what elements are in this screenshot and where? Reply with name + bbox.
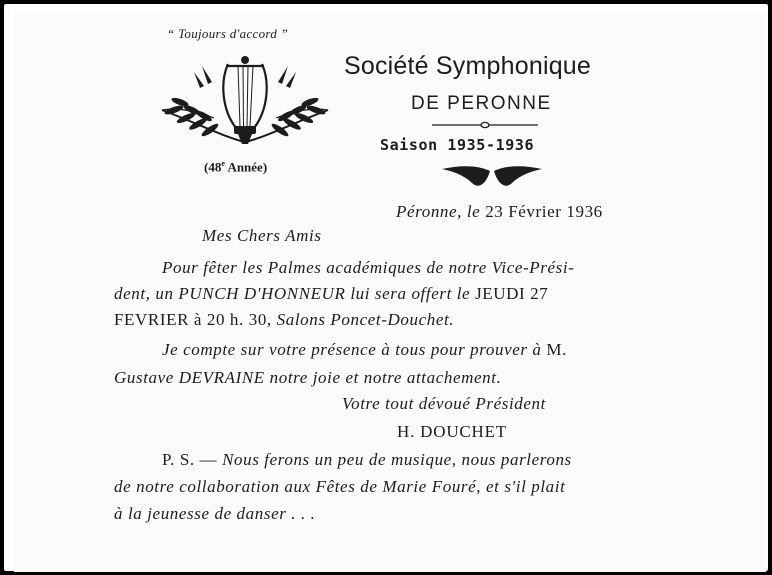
society-city: DE PERONNE — [411, 93, 552, 114]
signature: H. DOUCHET — [397, 422, 507, 441]
ornament-flourish-icon — [438, 163, 546, 191]
lyre-wreath-emblem — [154, 52, 336, 152]
closing: Votre tout dévoué Président — [342, 394, 546, 413]
greeting: Mes Chers Amis — [202, 226, 322, 245]
paragraph1-line2: dent, un PUNCH D'HONNEUR lui sera offert le JEUDI 27 — [114, 284, 549, 303]
letter-date: Péronne, le 23 Février 1936 — [396, 202, 603, 221]
paragraph1-line1: Pour fêter les Palmes académiques de notre Vice-Prési- — [162, 258, 575, 277]
postscript-line1: P. S. — Nous ferons un peu de musique, nous parlerons — [162, 450, 572, 469]
postscript-line2: de notre collaboration aux Fêtes de Marie Fouré, et s'il plait — [114, 477, 566, 496]
ornament-rule-icon — [432, 119, 538, 131]
anniversary-label: (48e Année) — [204, 159, 268, 175]
season: Saison 1935-1936 — [380, 136, 535, 154]
paragraph2-line1: Je compte sur votre présence à tous pour prouver à M. — [162, 340, 567, 359]
letter-paper — [14, 12, 766, 572]
postscript-line3: à la jeunesse de danser . . . — [114, 504, 316, 523]
society-name: Société Symphonique — [344, 52, 592, 80]
paragraph2-line2: Gustave DEVRAINE notre joie et notre attachement. — [114, 368, 502, 387]
motto: “ Toujours d'accord ” — [167, 26, 289, 41]
photo-frame — [4, 4, 768, 571]
paragraph1-line3: FEVRIER à 20 h. 30, Salons Poncet-Douchet. — [114, 310, 455, 329]
